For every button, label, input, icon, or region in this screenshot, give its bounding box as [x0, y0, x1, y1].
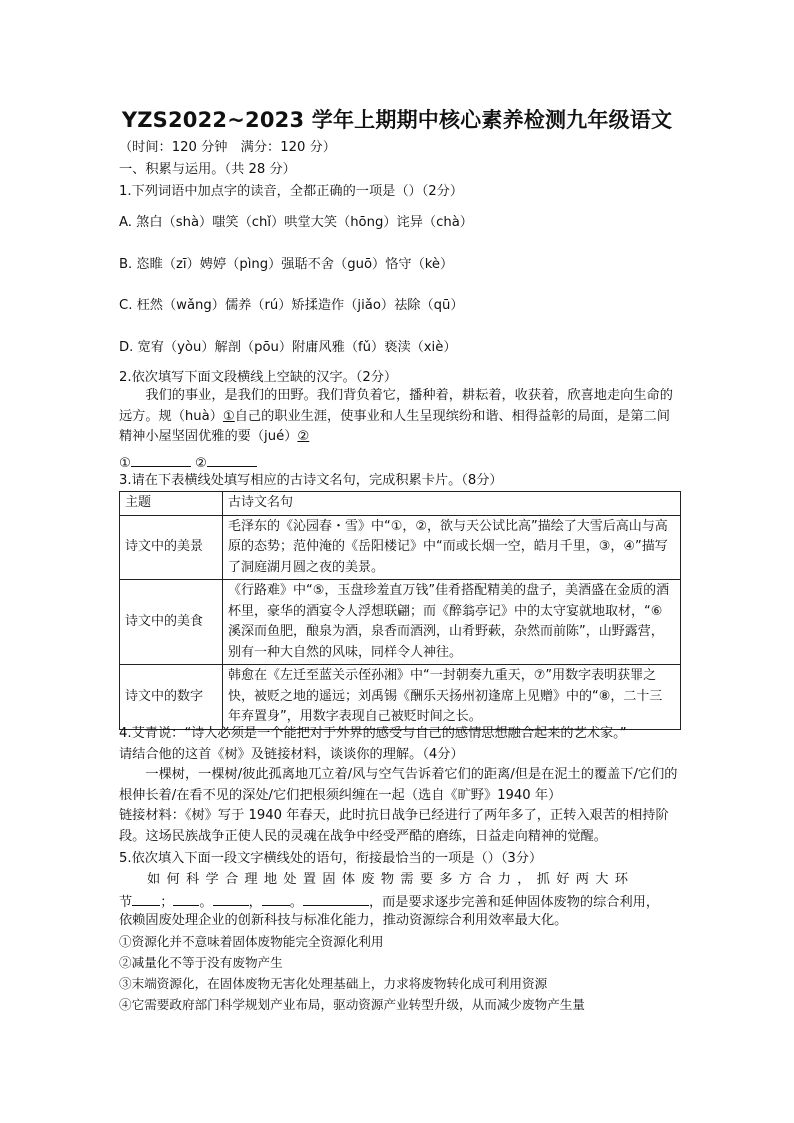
q2-answer-2-blank[interactable]	[207, 454, 257, 467]
q5-option-1: ①资源化并不意味着固体废物能完全资源化利用	[119, 934, 384, 949]
q2-passage-part1: 我们的事业，是我们的田野。我们背负着它，播种着，耕耘着，收获着，欣喜地走向生命的远方。规（huà）	[119, 388, 673, 424]
q5-blank-2[interactable]	[173, 893, 199, 906]
q2-blank-1-marker: ①	[222, 408, 235, 424]
table-row	[120, 580, 681, 665]
table-cell-content: 《行路难》中“⑤，玉盘珍羞直万钱”佳肴搭配精美的盘子，美酒盛在金质的酒杯里，豪华的酒宴令人浮想联翩；而《醉翁亭记》中的太守宴就地取材，“⑥溪深而鱼肥，酿泉为酒，泉香而酒洌，山肴野蔌，杂然而前陈”，山野露营，别有一种大自然的风味，同样令人神往。	[223, 580, 681, 665]
q5-passage-jie: 节	[119, 895, 133, 910]
q1-option-b: B. 恣睢（zī）娉婷（pìng）强聒不舍（guō）恪守（kè）	[119, 257, 454, 272]
q5-period-1: 。	[199, 895, 213, 910]
q5-option-3: ③末端资源化，在固体废物无害化处理基础上，力求将废物转化成可利用资源	[119, 976, 548, 991]
table-header-content: 古诗文名句	[223, 492, 681, 516]
table-row	[120, 665, 681, 730]
q5-passage-line1: 如何科学合理地处置固体废物需要多方合力，抓好两大环	[147, 872, 635, 887]
q4-stem-line2: 请结合他的这首《树》及链接材料，谈谈你的理解。（4分）	[119, 747, 464, 762]
q5-period-2: 。	[289, 895, 303, 910]
q1-option-d: D. 宽宥（yòu）解剖（pōu）附庸风雅（fǔ）亵渎（xiè）	[119, 340, 457, 355]
q2-answer-1-label: ①	[119, 456, 131, 471]
section-1-heading: 一、积累与运用。（共 28 分）	[119, 162, 296, 177]
table-cell-topic: 诗文中的美景	[120, 515, 223, 580]
q5-semicolon: ；	[160, 895, 174, 910]
q5-blank-4[interactable]	[262, 893, 290, 906]
q1-option-a: A. 煞白（shà）嗤笑（chǐ）哄堂大笑（hōng）诧异（chà）	[119, 215, 473, 230]
q3-card-table	[119, 491, 681, 730]
q5-blank-1[interactable]	[132, 893, 160, 906]
table-row	[120, 515, 681, 580]
table-header-topic: 主题	[120, 492, 223, 516]
q5-blank-5[interactable]	[303, 893, 369, 906]
q2-stem: 2.依次填写下面文段横线上空缺的汉字。（2分）	[119, 370, 398, 385]
q1-option-c: C. 枉然（wǎng）儒养（rú）矫揉造作（jiǎo）祛除（qū）	[119, 298, 464, 313]
exam-title: YZS2022~2023 学年上期期中核心素养检测九年级语文	[121, 108, 673, 132]
q4-material: 链接材料：《树》写于 1940 年春天，此时抗日战争已经进行了两年多了，正转入艰苦的相持阶段。这场民族战争正使人民的灵魂在战争中经受严酷的磨练，日益走向精神的觉醒。	[119, 808, 669, 844]
q5-option-4: ④它需要政府部门科学规划产业布局，驱动资源产业转型升级，从而减少废物产生量	[119, 997, 585, 1012]
table-cell-topic: 诗文中的美食	[120, 580, 223, 665]
q5-option-2: ②减量化不等于没有废物产生	[119, 955, 283, 970]
q5-stem: 5.依次填入下面一段文字横线处的语句，衔接最恰当的一项是（）（3分）	[119, 851, 543, 866]
table-cell-content: 毛泽东的《沁园春・雪》中“①，②，欲与天公试比高”描绘了大雪后高山与高原的态势；范仲淹的《岳阳楼记》中“而或长烟一空，皓月千里，③，④”描写了洞庭湖月圆之夜的美景。	[223, 515, 681, 580]
q2-answer-line	[119, 454, 257, 470]
q5-blank-3[interactable]	[213, 893, 249, 906]
q4-poem: 一棵树，一棵树/彼此孤离地兀立着/风与空气告诉着它们的距离/但是在泥土的覆盖下/它们的根伸长着/在看不见的深处/它们把根须纠缠在一起（选自《旷野》1940 年）	[119, 767, 678, 803]
q1-stem: 1.下列词语中加点字的读音，全都正确的一项是（）（2分）	[119, 184, 464, 199]
exam-info: （时间：120 分钟 满分：120 分）	[119, 140, 336, 155]
q5-passage-line3: 依赖固废处理企业的创新科技与标准化能力，推动资源综合利用效率最大化。	[119, 913, 568, 928]
q2-passage	[119, 386, 681, 448]
q2-blank-2-marker: ②	[297, 429, 310, 444]
q2-answer-1-blank[interactable]	[131, 454, 191, 467]
table-cell-topic: 诗文中的数字	[120, 665, 223, 730]
q5-comma: ，	[248, 895, 262, 910]
q4-stem-line1: 4.艾青说：“诗人必须是一个能把对于外界的感受与自己的感情思想融合起来的艺术家。”	[119, 726, 627, 741]
table-header-row	[120, 492, 681, 516]
q3-stem: 3.请在下表横线处填写相应的古诗文名句，完成积累卡片。（8分）	[119, 473, 503, 488]
table-cell-content: 韩愈在《左迁至蓝关示侄孙湘》中“一封朝奏九重天，⑦”用数字表明获罪之快，被贬之地的遥远；刘禹锡《酬乐天扬州初逢席上见赠》中的“⑧，二十三年弃置身”，用数字表现自己被贬时间之长。	[223, 665, 681, 730]
q2-passage-part2: 自己的职业生涯，使事业和人生呈现缤纷和谐、相得益彰的局面，是第二间精神小屋坚固优雅的要（jué）	[119, 408, 670, 444]
q2-answer-2-label: ②	[195, 456, 207, 471]
q5-passage-line2	[119, 893, 659, 909]
q5-passage-end1: ，而是要求逐步完善和延伸固体废物的综合利用，	[368, 895, 660, 910]
